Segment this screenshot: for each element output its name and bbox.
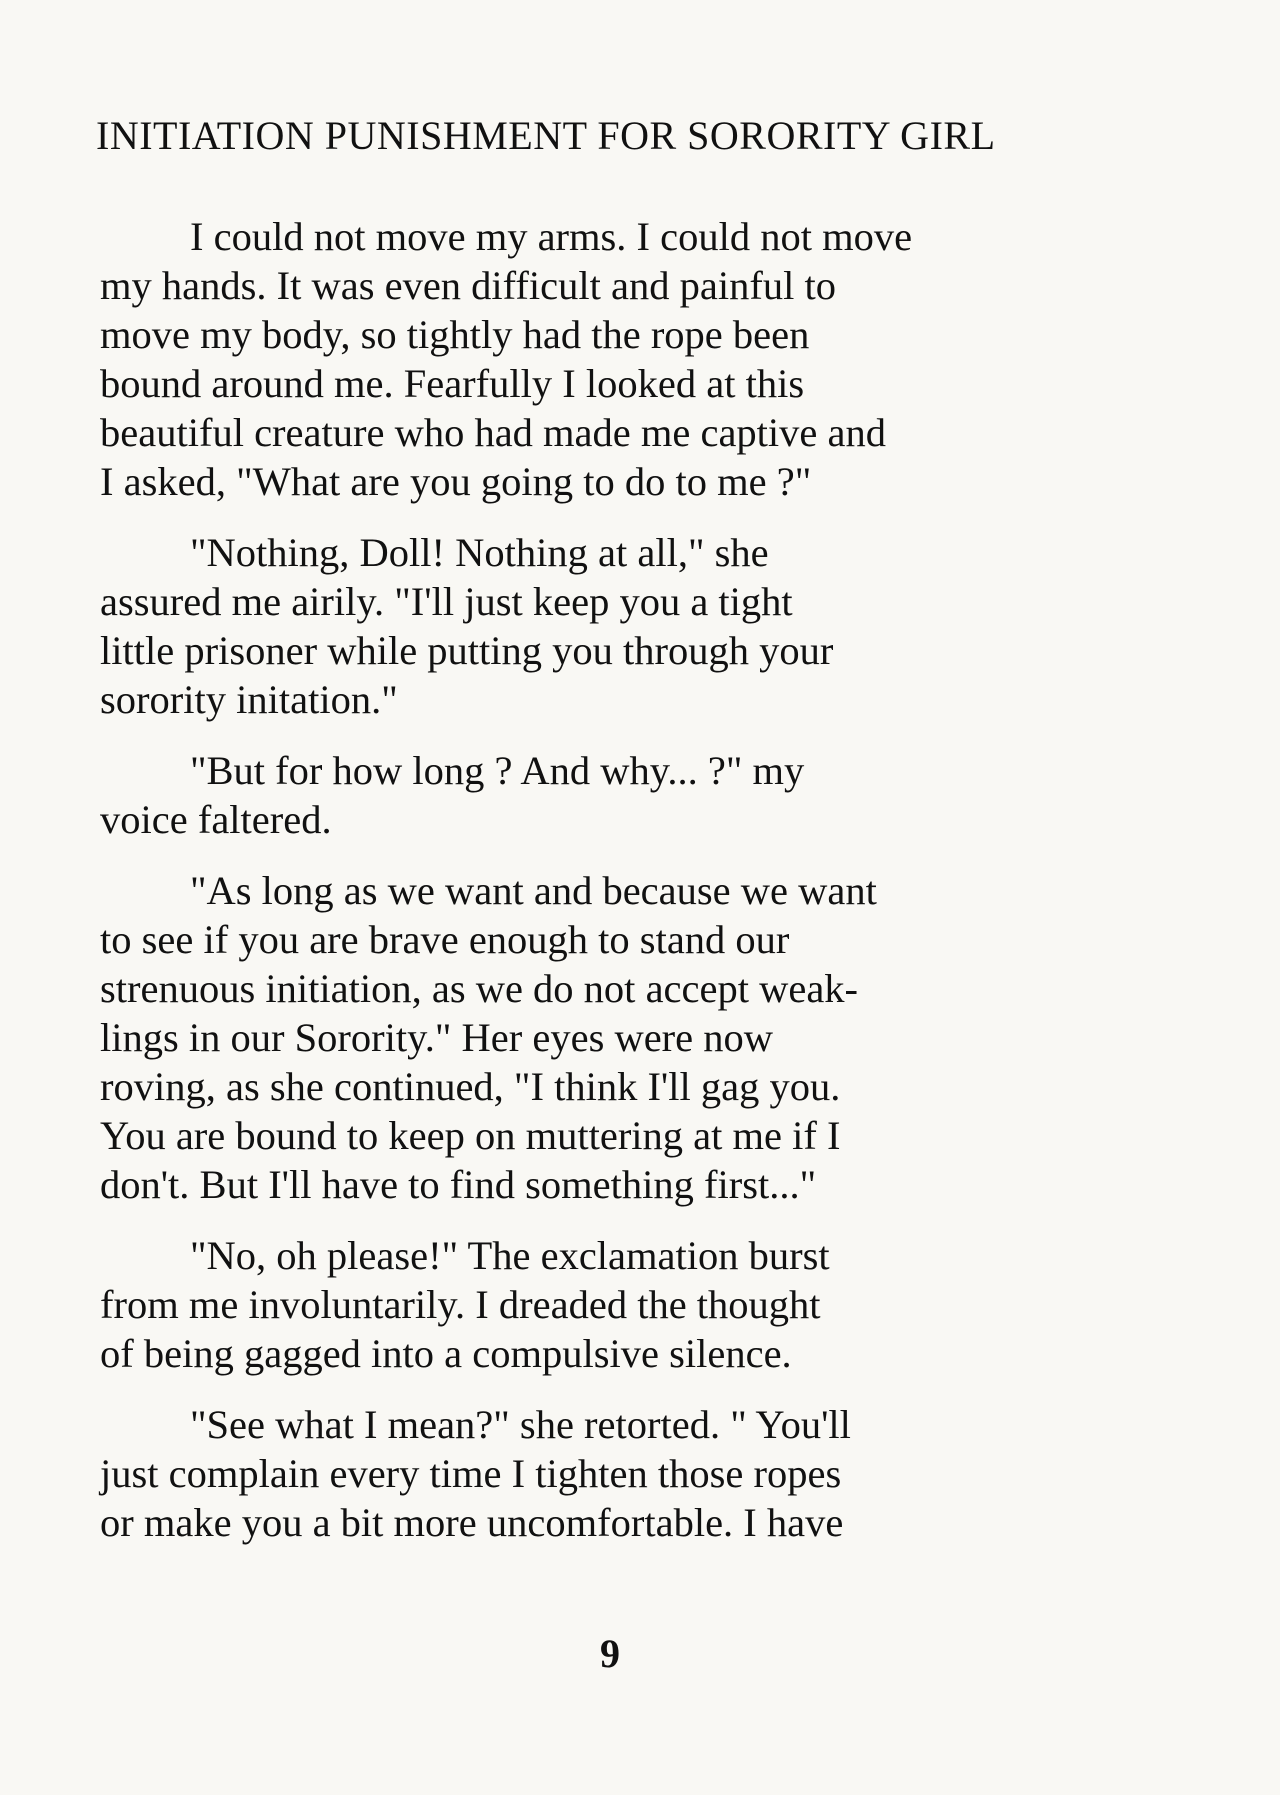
text-line: move my body, so tightly had the rope been	[100, 312, 810, 357]
text-line: to see if you are brave enough to stand our	[100, 917, 790, 962]
text-line: I asked, "What are you going to do to me ?"	[100, 459, 812, 504]
text-line: assured me airily. "I'll just keep you a tight	[100, 579, 793, 624]
text-line: "No, oh please!" The exclamation burst	[190, 1233, 830, 1278]
paragraph-6	[100, 1400, 1180, 1547]
text-line: "But for how long ? And why... ?" my	[190, 748, 805, 793]
body-text	[100, 212, 1180, 1569]
text-line: beautiful creature who had made me captive and	[100, 410, 887, 455]
text-line: don't. But I'll have to find something first..."	[100, 1162, 817, 1207]
paragraph-3	[100, 746, 1180, 844]
page-number: 9	[600, 1631, 620, 1676]
text-line: from me involuntarily. I dreaded the thought	[100, 1282, 821, 1327]
text-line: strenuous initiation, as we do not accept weak-	[100, 966, 859, 1011]
text-line: "See what I mean?" she retorted. " You'll	[190, 1402, 851, 1447]
text-line: little prisoner while putting you through your	[100, 628, 834, 673]
text-line: You are bound to keep on muttering at me if I	[100, 1113, 841, 1158]
text-line: "Nothing, Doll! Nothing at all," she	[190, 530, 769, 575]
running-head: INITIATION PUNISHMENT FOR SORORITY GIRL	[96, 113, 996, 158]
text-line: just complain every time I tighten those ropes	[100, 1451, 842, 1496]
text-line: my hands. It was even difficult and painful to	[100, 263, 836, 308]
paragraph-4	[100, 866, 1180, 1209]
text-line: I could not move my arms. I could not move	[190, 214, 913, 259]
paragraph-1	[100, 212, 1180, 506]
paragraph-5	[100, 1231, 1180, 1378]
text-line: sorority initation."	[100, 677, 398, 722]
text-line: roving, as she continued, "I think I'll gag you.	[100, 1064, 841, 1109]
text-line: bound around me. Fearfully I looked at this	[100, 361, 805, 406]
text-line: of being gagged into a compulsive silence.	[100, 1331, 792, 1376]
text-line: "As long as we want and because we want	[190, 868, 877, 913]
text-line: or make you a bit more uncomfortable. I have	[100, 1500, 844, 1545]
text-line: voice faltered.	[100, 797, 332, 842]
text-line: lings in our Sorority." Her eyes were now	[100, 1015, 774, 1060]
paragraph-2	[100, 528, 1180, 724]
